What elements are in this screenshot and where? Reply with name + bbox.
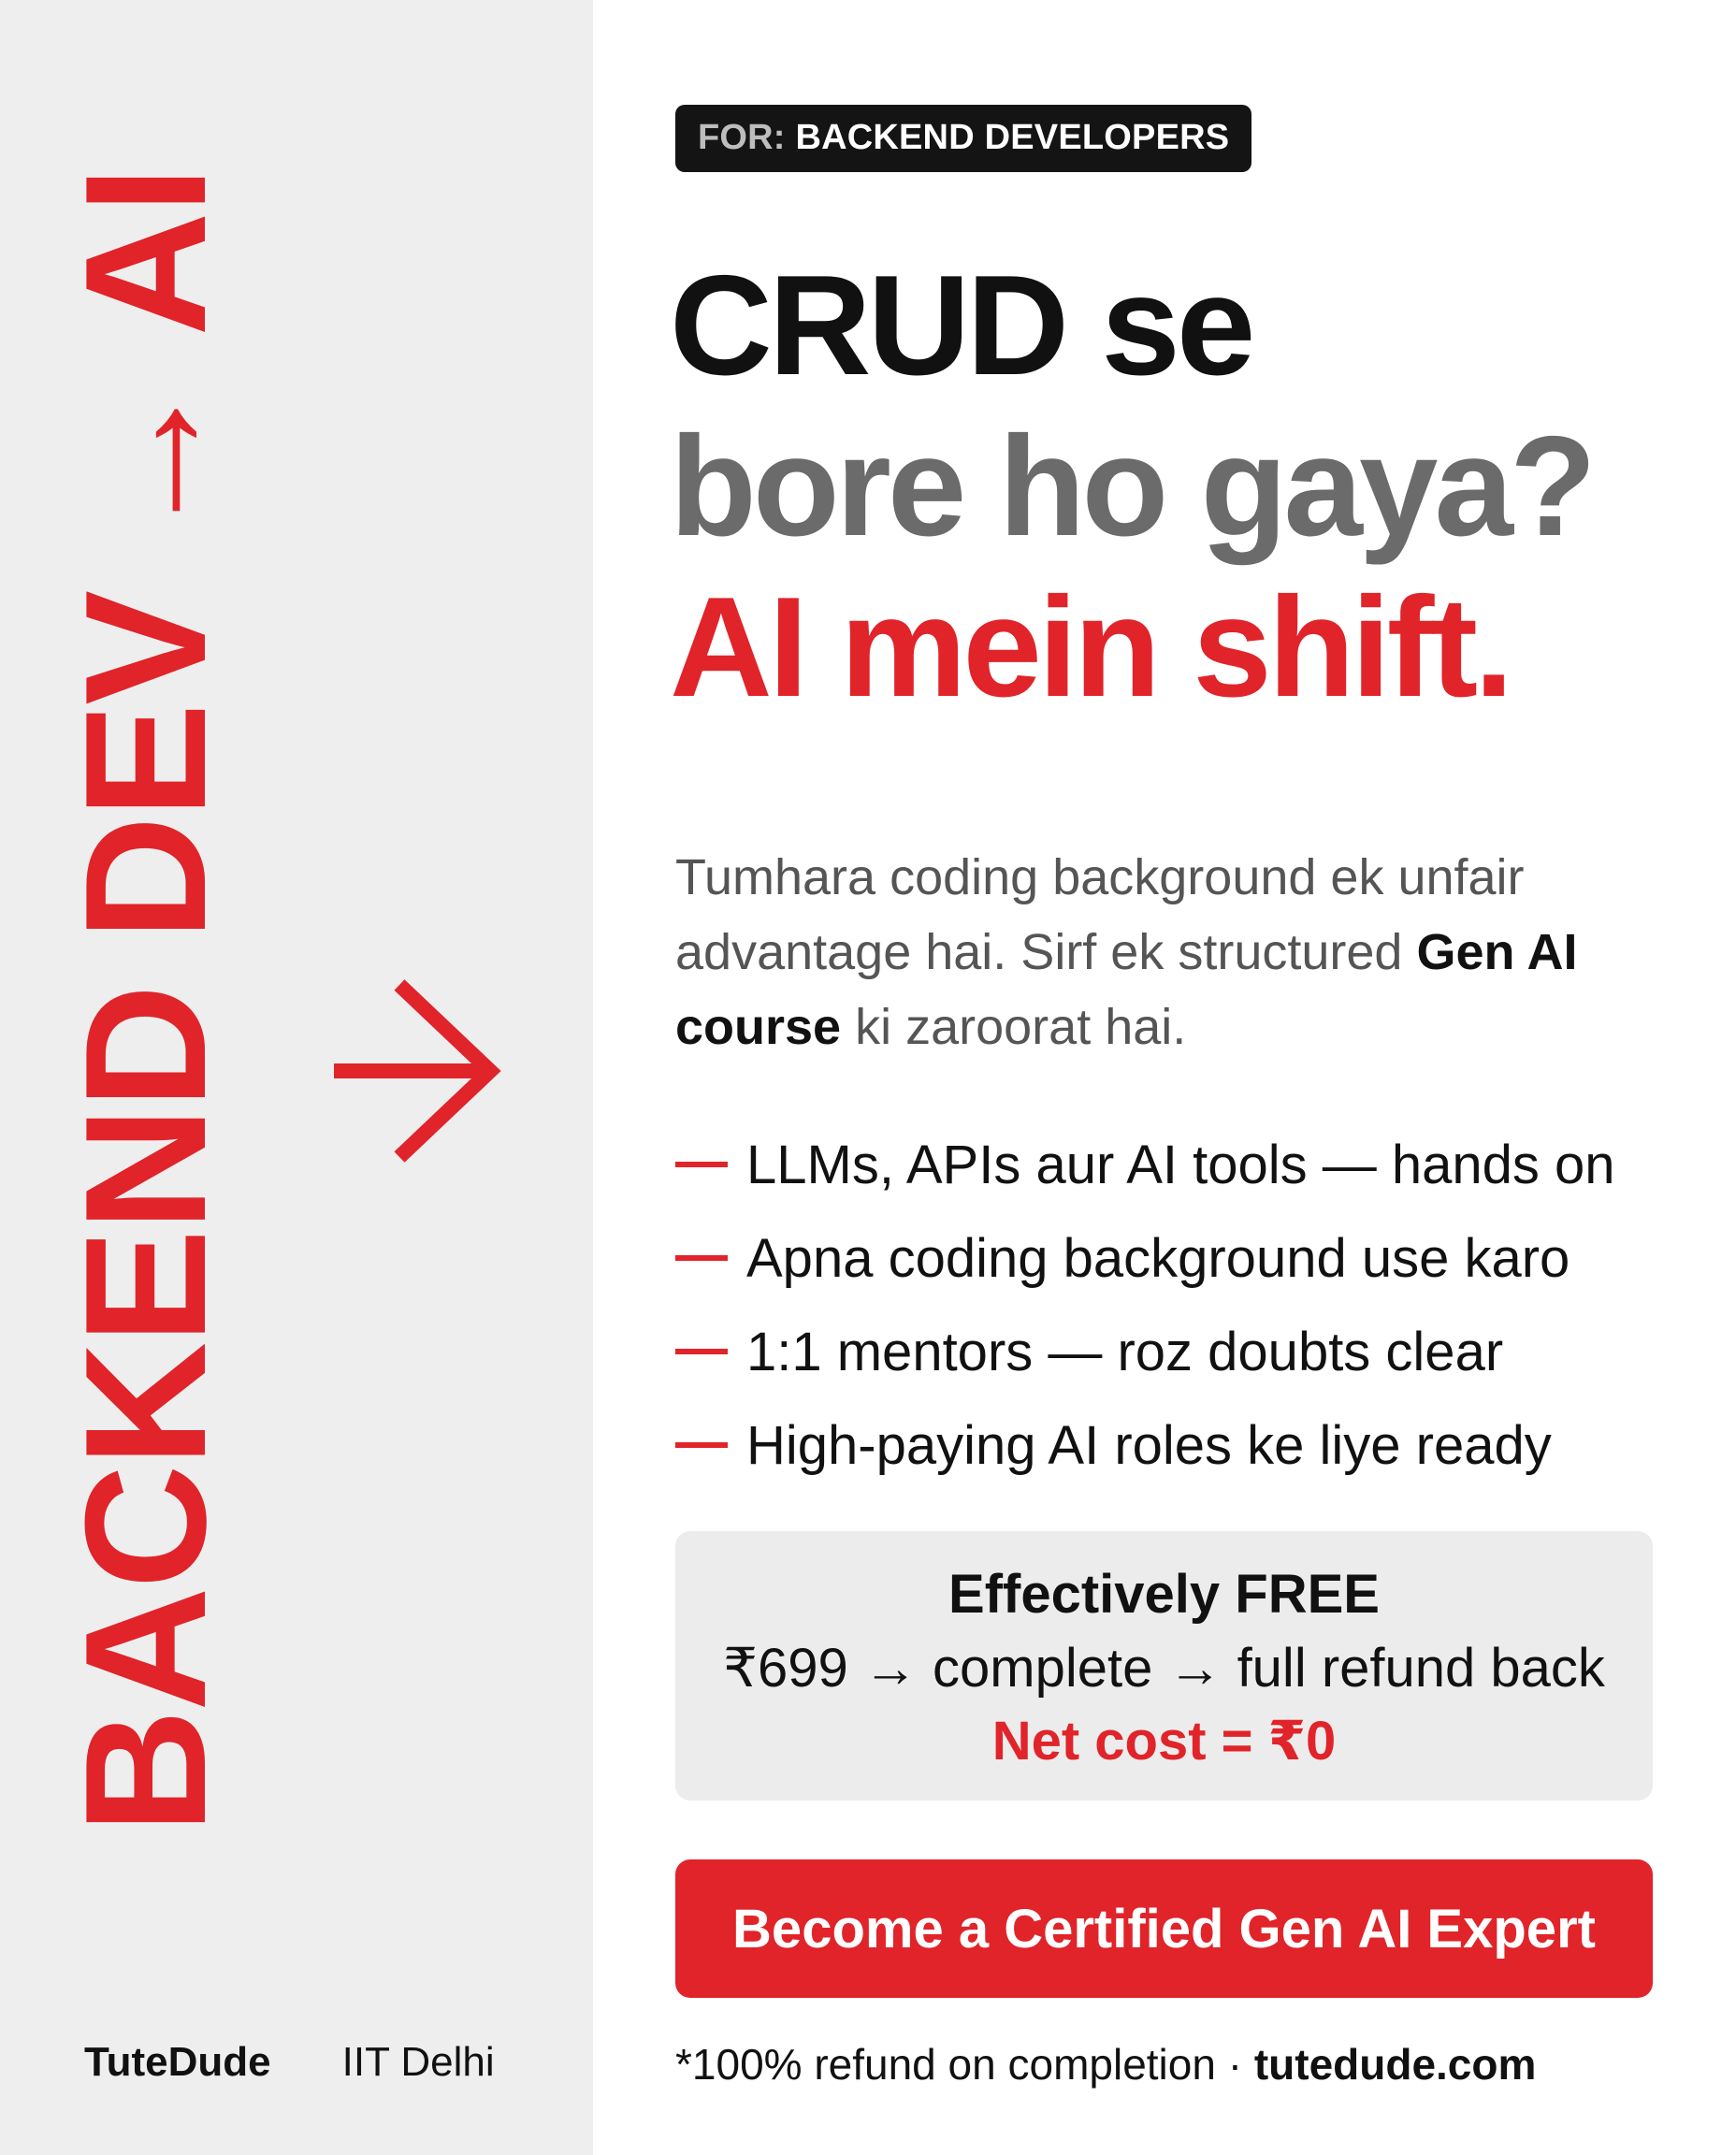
benefit-list <box>675 1118 1615 1492</box>
intro-text-2: ki zaroorat hai. <box>841 999 1187 1055</box>
list-item <box>675 1305 1615 1398</box>
list-item <box>675 1398 1615 1492</box>
pricing-flow: ₹699 → complete → full refund back <box>723 1638 1605 1699</box>
dash-icon <box>675 1349 728 1354</box>
audience-tag <box>675 105 1251 172</box>
list-item-text: High-paying AI roles ke liye ready <box>746 1414 1552 1476</box>
dash-icon <box>675 1162 728 1167</box>
list-item-text: Apna coding background use karo <box>746 1227 1570 1289</box>
list-item <box>675 1118 1615 1211</box>
headline-line-2: bore ho gaya? <box>670 407 1593 566</box>
vertical-title: BACKEND DEV → AI <box>49 167 241 1834</box>
audience-tag-label: BACKEND DEVELOPERS <box>795 118 1230 157</box>
pricing-title: Effectively FREE <box>948 1564 1380 1625</box>
pricing-box <box>675 1531 1653 1801</box>
footnote-text: *100% refund on completion · <box>675 2040 1254 2089</box>
footnote <box>675 2039 1536 2090</box>
left-panel <box>0 0 593 2155</box>
partner-name: IIT Delhi <box>341 2039 495 2085</box>
headline-line-1: CRUD se <box>670 246 1252 405</box>
intro-bold: Gen AI course <box>675 924 1578 1055</box>
certified-expert-button[interactable]: Become a Certified Gen AI Expert <box>675 1859 1653 1998</box>
left-footer <box>84 2039 495 2086</box>
headline <box>670 245 1593 728</box>
arrow-right-icon <box>329 977 507 1164</box>
brand-name: TuteDude <box>84 2039 271 2085</box>
list-item <box>675 1211 1615 1305</box>
intro-paragraph <box>675 840 1653 1064</box>
website-link[interactable]: tutedude.com <box>1253 2040 1537 2089</box>
headline-line-3: AI mein shift. <box>670 568 1511 727</box>
pricing-net-cost: Net cost = ₹0 <box>991 1711 1337 1772</box>
list-item-text: LLMs, APIs aur AI tools — hands on <box>746 1134 1615 1195</box>
dash-icon <box>675 1442 728 1448</box>
audience-tag-prefix: FOR: <box>698 118 786 157</box>
intro-text-1: Tumhara coding background ek unfair advantage hai. Sirf ek structured <box>675 849 1525 980</box>
list-item-text: 1:1 mentors — roz doubts clear <box>746 1321 1504 1382</box>
dash-icon <box>675 1255 728 1261</box>
